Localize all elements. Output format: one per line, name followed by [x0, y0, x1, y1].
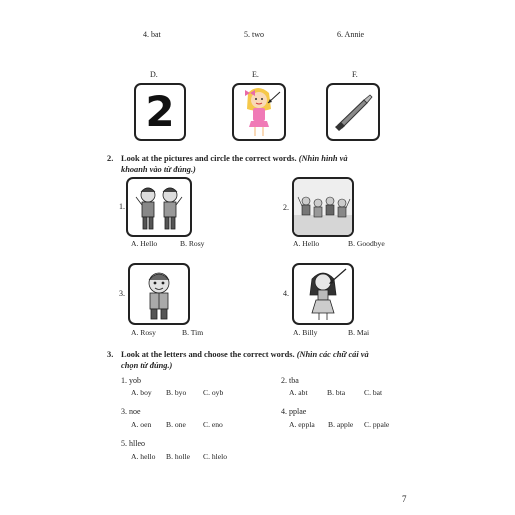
- s2-item-2-number: 2.: [283, 203, 289, 212]
- s3-item-5-word: 5. hlleo: [121, 439, 145, 448]
- s3-item-3-option-c[interactable]: C. eno: [203, 420, 223, 429]
- s3-item-1-option-b[interactable]: B. byo: [166, 388, 187, 397]
- s3-item-5-option-c[interactable]: C. hlelo: [203, 452, 228, 461]
- s2-item-4-number: 4.: [283, 289, 289, 298]
- s2-item-3-option-b[interactable]: B. Tim: [182, 328, 204, 337]
- s3-item-4-option-b[interactable]: B. apple: [328, 420, 354, 429]
- pic-letter-f: F.: [352, 70, 358, 79]
- section3-line1-vi: (Nhìn các chữ cái và: [296, 350, 369, 359]
- s2-item-4-option-b[interactable]: B. Mai: [348, 328, 370, 337]
- s2-picture-1: [126, 177, 192, 237]
- section2-line1: Look at the pictures and circle the correct words.: [121, 154, 297, 163]
- pic-letter-e: E.: [252, 70, 259, 79]
- s3-item-4-option-c[interactable]: C. ppale: [364, 420, 390, 429]
- top-word-6: 6. Annie: [337, 30, 365, 39]
- s3-item-3-option-a[interactable]: A. oen: [131, 420, 152, 429]
- picture-girl-annie: [232, 83, 286, 141]
- section2-instruction: [121, 153, 411, 175]
- section2-number: 2.: [107, 154, 114, 163]
- s3-item-1-option-c[interactable]: C. oyb: [203, 388, 224, 397]
- s2-picture-2: [292, 177, 354, 237]
- section3-number: 3.: [107, 350, 114, 359]
- s3-item-1-option-a[interactable]: A. boy: [131, 388, 152, 397]
- s3-item-5-option-a[interactable]: A. hello: [131, 452, 156, 461]
- s3-item-4-option-a[interactable]: A. eppla: [289, 420, 315, 429]
- s3-item-5-option-b[interactable]: B. holle: [166, 452, 191, 461]
- s3-item-2-word: 2. tba: [281, 376, 299, 385]
- s3-item-3-option-b[interactable]: B. one: [166, 420, 186, 429]
- bat-illustration: [328, 85, 378, 139]
- digit-two-text: 2: [145, 87, 175, 136]
- section2-line1-vi: (Nhìn hình và: [298, 154, 348, 163]
- boy-tim-illustration: [130, 265, 188, 323]
- pic-letter-d: D.: [150, 70, 158, 79]
- s2-item-2-option-b[interactable]: B. Goodbye: [348, 239, 385, 248]
- two-children-waving-illustration: [128, 179, 190, 235]
- s2-item-3-number: 3.: [119, 289, 125, 298]
- page-number: 7: [402, 494, 407, 504]
- children-waving-goodbye-illustration: [294, 179, 352, 235]
- s2-item-1-option-b[interactable]: B. Rosy: [180, 239, 205, 248]
- girl-mai-illustration: [294, 265, 352, 323]
- section2-line2-vi: khoanh vào từ đúng.): [121, 165, 196, 174]
- s3-item-2-option-b[interactable]: B. bta: [327, 388, 346, 397]
- s2-picture-4: [292, 263, 354, 325]
- girl-annie-illustration: [234, 85, 284, 139]
- s3-item-2-option-a[interactable]: A. abt: [289, 388, 308, 397]
- s3-item-4-word: 4. pplae: [281, 407, 307, 416]
- s2-item-1-number: 1.: [119, 202, 125, 211]
- top-word-5: 5. two: [244, 30, 264, 39]
- picture-digit-two: [134, 83, 186, 141]
- s2-item-4-option-a[interactable]: A. Billy: [293, 328, 318, 337]
- s3-item-2-option-c[interactable]: C. bat: [364, 388, 383, 397]
- section3-line2-vi: chọn từ đúng.): [121, 361, 173, 370]
- s2-item-2-option-a[interactable]: A. Hello: [293, 239, 320, 248]
- section3-line1: Look at the letters and choose the correct words.: [121, 350, 295, 359]
- top-word-4: 4. bat: [143, 30, 161, 39]
- s2-item-1-option-a[interactable]: A. Hello: [131, 239, 158, 248]
- s3-item-1-word: 1. yob: [121, 376, 141, 385]
- s3-item-3-word: 3. noe: [121, 407, 141, 416]
- s2-picture-3: [128, 263, 190, 325]
- picture-bat: [326, 83, 380, 141]
- s2-item-3-option-a[interactable]: A. Rosy: [131, 328, 156, 337]
- section3-instruction: [121, 349, 421, 371]
